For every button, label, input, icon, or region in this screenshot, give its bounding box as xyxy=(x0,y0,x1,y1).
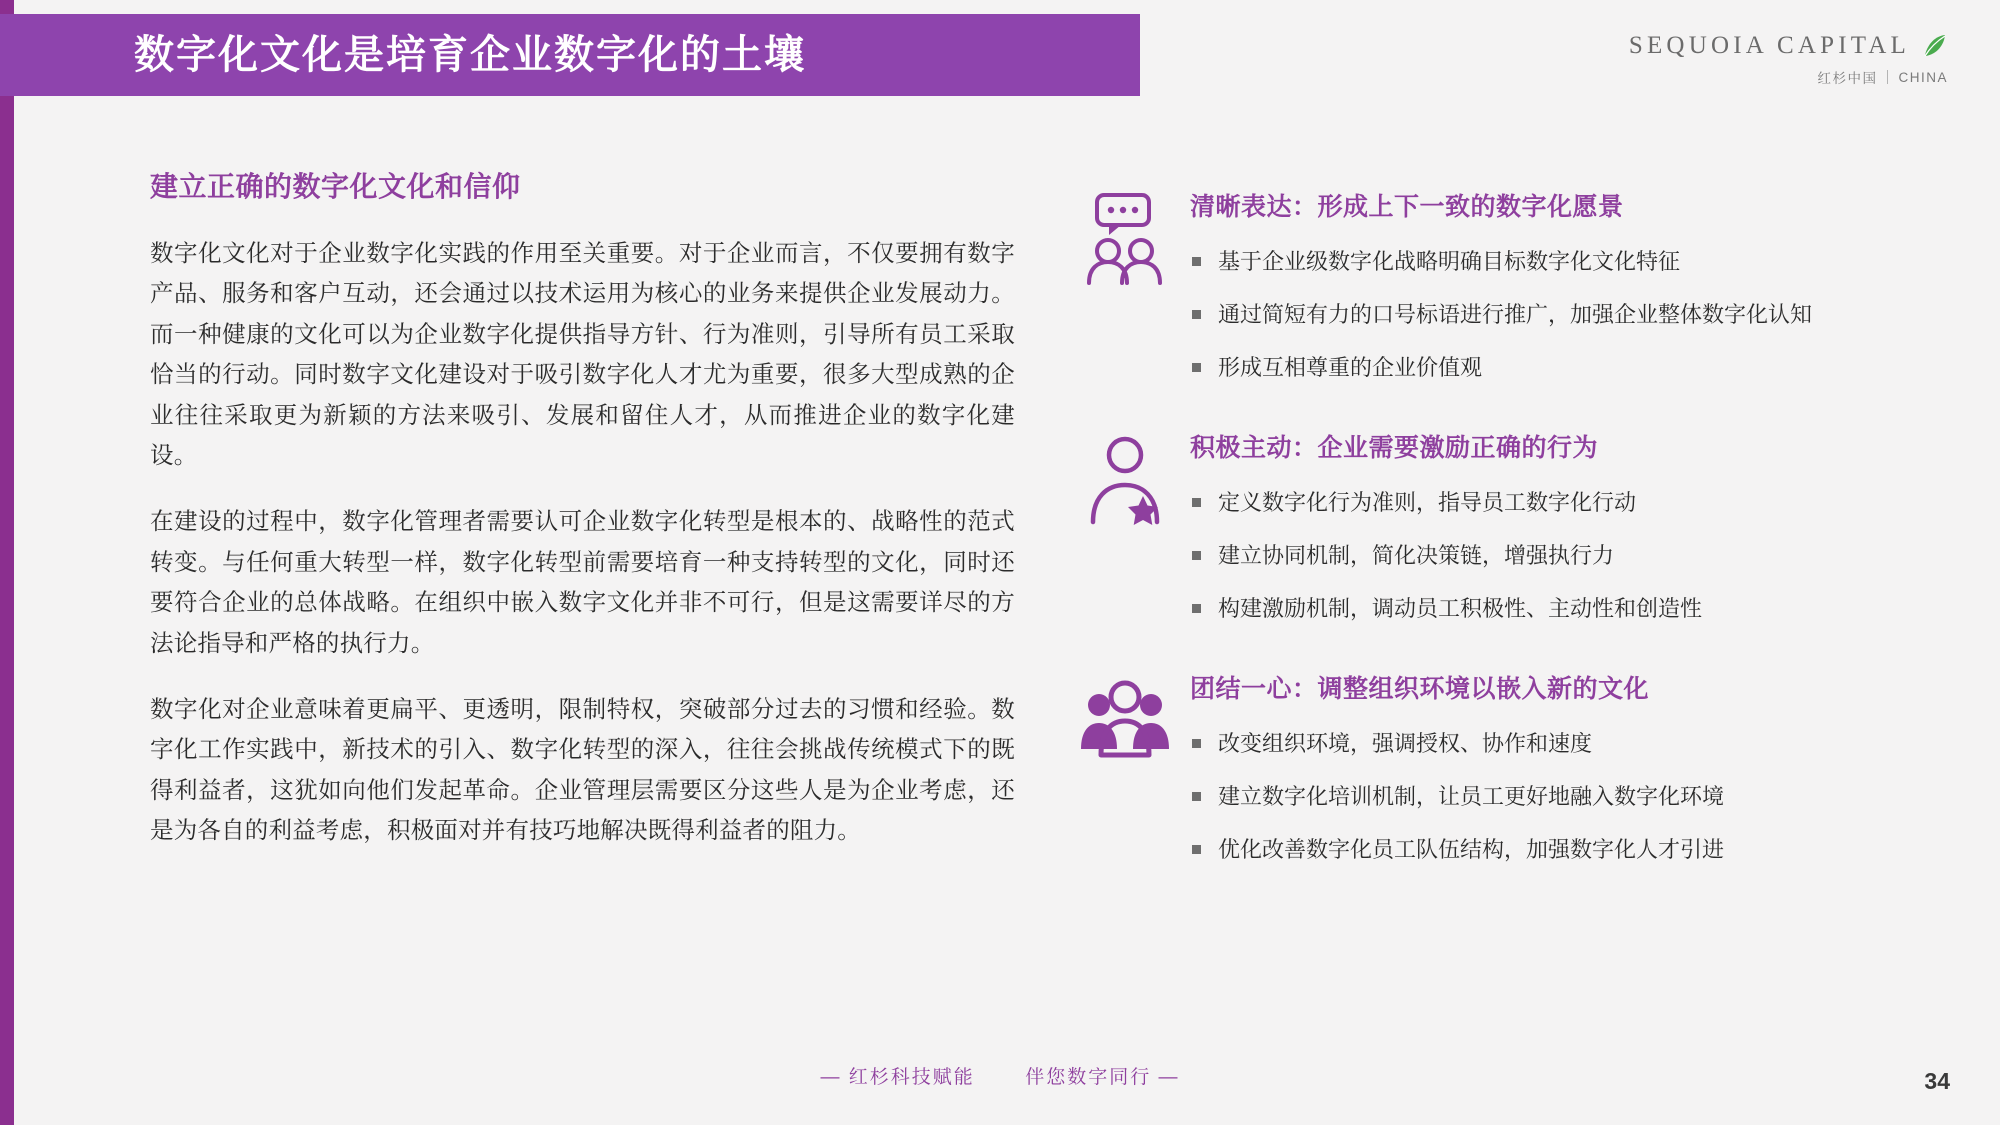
footer-left-text: — 红杉科技赋能 xyxy=(820,1067,975,1088)
bullet-text: 定义数字化行为准则，指导员工数字化行动 xyxy=(1218,490,1637,515)
footer-right-text: 伴您数字同行 — xyxy=(1025,1067,1180,1088)
bullet-text: 构建激励机制，调动员工积极性、主动性和创造性 xyxy=(1218,596,1703,621)
list-item xyxy=(1190,539,1900,572)
list-item xyxy=(1190,298,1900,331)
bullet-marker xyxy=(1192,498,1201,507)
left-subheading: 建立正确的数字化文化和信仰 xyxy=(150,171,521,202)
brand-name: SEQUOIA CAPITAL xyxy=(1628,32,1910,59)
brand-sub-divider xyxy=(1887,70,1888,84)
bullet-marker xyxy=(1192,845,1201,854)
point-block-3-body xyxy=(1190,667,1900,866)
list-item xyxy=(1190,833,1900,866)
left-text-column xyxy=(150,165,1015,877)
bullet-marker xyxy=(1192,551,1201,560)
right-points-column xyxy=(1060,185,1900,908)
bullet-marker xyxy=(1192,310,1201,319)
brand-sub-cn: 红杉中国 xyxy=(1817,71,1878,86)
bullet-text: 建立协同机制，简化决策链，增强执行力 xyxy=(1218,543,1615,568)
list-item xyxy=(1190,245,1900,278)
bullet-marker xyxy=(1192,257,1201,266)
brand-sub xyxy=(1629,67,1948,87)
group-team-icon xyxy=(1060,667,1190,771)
point-block-2-title: 积极主动：企业需要激励正确的行为 xyxy=(1190,434,1599,462)
bullet-text: 改变组织环境，强调授权、协作和速度 xyxy=(1218,731,1593,756)
bullet-marker xyxy=(1192,604,1201,613)
bullet-text: 优化改善数字化员工队伍结构，加强数字化人才引进 xyxy=(1218,837,1725,862)
page-title: 数字化文化是培育企业数字化的土壤 xyxy=(134,33,806,77)
point-block-1 xyxy=(1060,185,1900,384)
bullet-text: 建立数字化培训机制，让员工更好地融入数字化环境 xyxy=(1218,784,1725,809)
bullet-text: 基于企业级数字化战略明确目标数字化文化特征 xyxy=(1218,249,1681,274)
point-block-2 xyxy=(1060,426,1900,625)
bullet-text: 通过简短有力的口号标语进行推广，加强企业整体数字化认知 xyxy=(1218,302,1813,327)
list-item xyxy=(1190,486,1900,519)
sequoia-leaf-icon xyxy=(1922,33,1948,59)
bullet-text: 形成互相尊重的企业价值观 xyxy=(1218,355,1483,380)
paragraph-3: 数字化对企业意味着更扁平、更透明，限制特权，突破部分过去的习惯和经验。数字化工作实践中，新技术的引入、数字化转型的深入，往往会挑战传统模式下的既得利益者，这犹如向他们发起革命。企业管理层需要区分这些人是为企业考虑，还是为各自的利益考虑，积极面对并有技巧地解决既得利益者的阻力。 xyxy=(150,696,1015,844)
point-block-3-title: 团结一心：调整组织环境以嵌入新的文化 xyxy=(1190,675,1650,703)
brand-logo-main xyxy=(1629,32,1948,60)
brand-sub-en: CHINA xyxy=(1898,69,1948,85)
list-item xyxy=(1190,592,1900,625)
list-item xyxy=(1190,727,1900,760)
page-number: 34 xyxy=(1924,1068,1950,1094)
paragraph-1: 数字化文化对于企业数字化实践的作用至关重要。对于企业而言，不仅要拥有数字产品、服务和客户互动，还会通过以技术运用为核心的业务来提供企业发展动力。而一种健康的文化可以为企业数字化提供指导方针、行为准则，引导所有员工采取恰当的行动。同时数字文化建设对于吸引数字化人才尤为重要，很多大型成熟的企业往往采取更为新颖的方法来吸引、发展和留住人才，从而推进企业的数字化建设。 xyxy=(150,240,1015,469)
bullet-marker xyxy=(1192,739,1201,748)
point-block-1-body xyxy=(1190,185,1900,384)
point-block-3 xyxy=(1060,667,1900,866)
bullet-marker xyxy=(1192,792,1201,801)
person-star-icon xyxy=(1060,426,1190,530)
brand-logo xyxy=(1629,32,1948,87)
slide-title-bar xyxy=(0,14,1140,96)
left-accent-strip xyxy=(0,0,14,1125)
paragraph-2: 在建设的过程中，数字化管理者需要认可企业数字化转型是根本的、战略性的范式转变。与任何重大转型一样，数字化转型前需要培育一种支持转型的文化，同时还要符合企业的总体战略。在组织中嵌入数字文化并非不可行，但是这需要详尽的方法论指导和严格的执行力。 xyxy=(150,508,1015,656)
point-block-2-body xyxy=(1190,426,1900,625)
bullet-marker xyxy=(1192,363,1201,372)
slide-footer xyxy=(0,1062,2000,1089)
list-item xyxy=(1190,351,1900,384)
people-chat-icon xyxy=(1060,185,1190,289)
point-block-1-title: 清晰表达：形成上下一致的数字化愿景 xyxy=(1190,193,1624,221)
list-item xyxy=(1190,780,1900,813)
